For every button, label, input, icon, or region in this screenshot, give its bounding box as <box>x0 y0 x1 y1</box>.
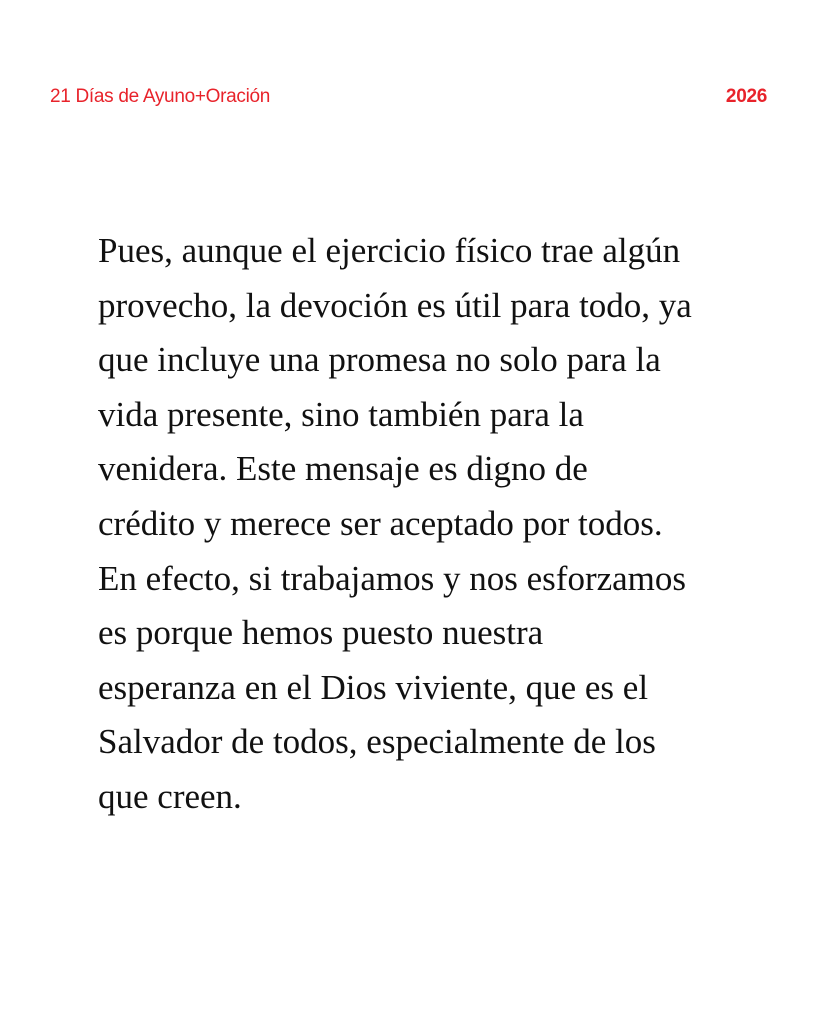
verse-line: que incluye una promesa no solo para la <box>98 340 661 380</box>
verse-line: crédito y merece ser aceptado por todos. <box>98 503 663 543</box>
verse-line: venidera. Este mensaje es digno de <box>98 449 588 489</box>
header-title: 21 Días de Ayuno+Oración <box>50 86 271 107</box>
header-year: 2026 <box>725 86 767 107</box>
verse-line: provecho, la devoción es útil para todo, ya <box>98 285 692 325</box>
verse-line: Salvador de todos, especialmente de los <box>98 722 656 762</box>
verse-line: es porque hemos puesto nuestra <box>98 613 544 653</box>
verse-line: esperanza en el Dios viviente, que es el <box>98 667 649 707</box>
page-header <box>50 84 767 110</box>
verse-line: En efecto, si trabajamos y nos esforzamos <box>98 558 687 598</box>
verse-line: vida presente, sino también para la <box>98 394 584 434</box>
verse-line: que creen. <box>98 776 242 816</box>
verse-text <box>98 224 778 825</box>
verse-line: Pues, aunque el ejercicio físico trae algún <box>98 231 681 270</box>
